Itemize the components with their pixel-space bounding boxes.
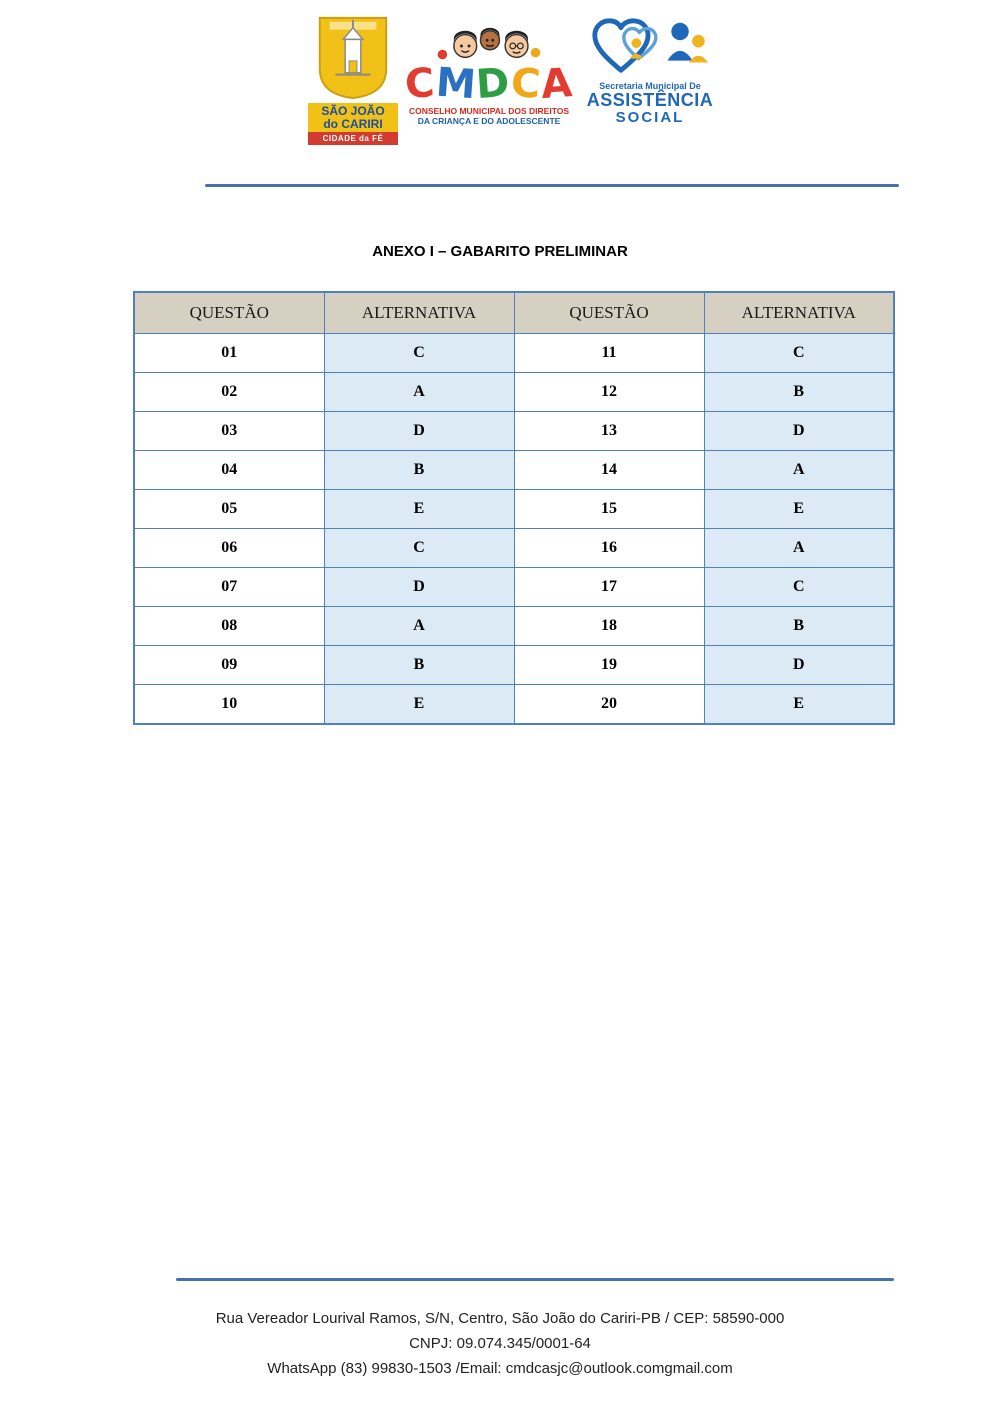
question-cell: 19 — [514, 646, 704, 685]
answer-cell: A — [704, 529, 894, 568]
question-cell: 09 — [134, 646, 324, 685]
question-cell: 07 — [134, 568, 324, 607]
sao-joao-do-cariri-logo — [308, 14, 398, 145]
question-cell: 06 — [134, 529, 324, 568]
answer-cell: E — [704, 490, 894, 529]
answer-key-table — [133, 291, 895, 725]
question-cell: 08 — [134, 607, 324, 646]
sao-joao-logo-banner: CIDADE da FÉ — [308, 132, 398, 145]
answer-cell: B — [704, 607, 894, 646]
cmdca-letter: D — [474, 59, 513, 109]
column-header-questao-2: QUESTÃO — [514, 292, 704, 334]
answer-table-wrapper — [133, 291, 895, 725]
answer-cell: C — [324, 529, 514, 568]
footer-contact: WhatsApp (83) 99830-1503 /Email: cmdcasjc@outlook.comgmail.com — [267, 1360, 733, 1377]
footer-divider-line — [176, 1278, 894, 1281]
question-cell: 13 — [514, 412, 704, 451]
table-row — [134, 607, 894, 646]
answer-cell: C — [704, 568, 894, 607]
column-header-questao-1: QUESTÃO — [134, 292, 324, 334]
answer-cell: D — [324, 568, 514, 607]
column-header-alternativa-1: ALTERNATIVA — [324, 292, 514, 334]
table-row — [134, 685, 894, 725]
cmdca-letter: M — [433, 59, 478, 109]
answer-cell: B — [704, 373, 894, 412]
table-row — [134, 451, 894, 490]
header — [0, 10, 1000, 165]
column-header-alternativa-2: ALTERNATIVA — [704, 292, 894, 334]
question-cell: 10 — [134, 685, 324, 725]
answer-cell: C — [324, 334, 514, 373]
cmdca-subtitle-2: DA CRIANÇA E DO ADOLESCENTE — [417, 116, 561, 126]
table-header-row — [134, 292, 894, 334]
answer-cell: C — [704, 334, 894, 373]
table-row — [134, 490, 894, 529]
sao-joao-shield-icon — [315, 14, 391, 100]
question-cell: 12 — [514, 373, 704, 412]
hearts-people-icon — [587, 16, 713, 78]
sms-line2: ASSISTÊNCIA — [586, 90, 714, 110]
sao-joao-logo-line2: do CARIRI — [323, 117, 383, 132]
answer-cell: D — [704, 646, 894, 685]
question-cell: 05 — [134, 490, 324, 529]
table-row — [134, 373, 894, 412]
answer-cell: E — [324, 490, 514, 529]
answer-cell: D — [704, 412, 894, 451]
table-row — [134, 568, 894, 607]
sms-line1: Secretaria Municipal De — [599, 81, 701, 91]
question-cell: 14 — [514, 451, 704, 490]
table-row — [134, 646, 894, 685]
cmdca-subtitle-1: CONSELHO MUNICIPAL DOS DIREITOS — [408, 106, 570, 116]
answer-cell: A — [324, 607, 514, 646]
question-cell: 15 — [514, 490, 704, 529]
cmdca-letter: C — [508, 59, 543, 109]
cmdca-wordmark — [398, 59, 580, 109]
sao-joao-logo-name — [308, 103, 398, 132]
question-cell: 02 — [134, 373, 324, 412]
question-cell: 03 — [134, 412, 324, 451]
answer-cell: B — [324, 451, 514, 490]
cmdca-letter: C — [403, 59, 438, 109]
cmdca-logo — [398, 26, 580, 126]
answer-cell: E — [704, 685, 894, 725]
answer-cell: B — [324, 646, 514, 685]
cmdca-letter: A — [539, 59, 575, 109]
question-cell: 11 — [514, 334, 704, 373]
answer-cell: A — [704, 451, 894, 490]
footer — [0, 1306, 1000, 1381]
header-divider-line — [205, 184, 899, 187]
question-cell: 04 — [134, 451, 324, 490]
page-title: ANEXO I – GABARITO PRELIMINAR — [372, 243, 628, 260]
answer-cell: A — [324, 373, 514, 412]
sao-joao-logo-line1: SÃO JOÃO — [321, 104, 385, 118]
sms-line3: SOCIAL — [615, 108, 685, 126]
question-cell: 20 — [514, 685, 704, 725]
table-row — [134, 529, 894, 568]
answer-cell: D — [324, 412, 514, 451]
question-cell: 01 — [134, 334, 324, 373]
footer-address: Rua Vereador Lourival Ramos, S/N, Centro, São João do Cariri-PB / CEP: 58590-000 — [215, 1310, 785, 1327]
question-cell: 17 — [514, 568, 704, 607]
assistencia-social-logo — [583, 16, 717, 126]
question-cell: 18 — [514, 607, 704, 646]
table-row — [134, 334, 894, 373]
answer-cell: E — [324, 685, 514, 725]
footer-cnpj: CNPJ: 09.074.345/0001-64 — [409, 1335, 591, 1352]
cmdca-children-faces-icon — [424, 26, 554, 64]
table-row — [134, 412, 894, 451]
question-cell: 16 — [514, 529, 704, 568]
